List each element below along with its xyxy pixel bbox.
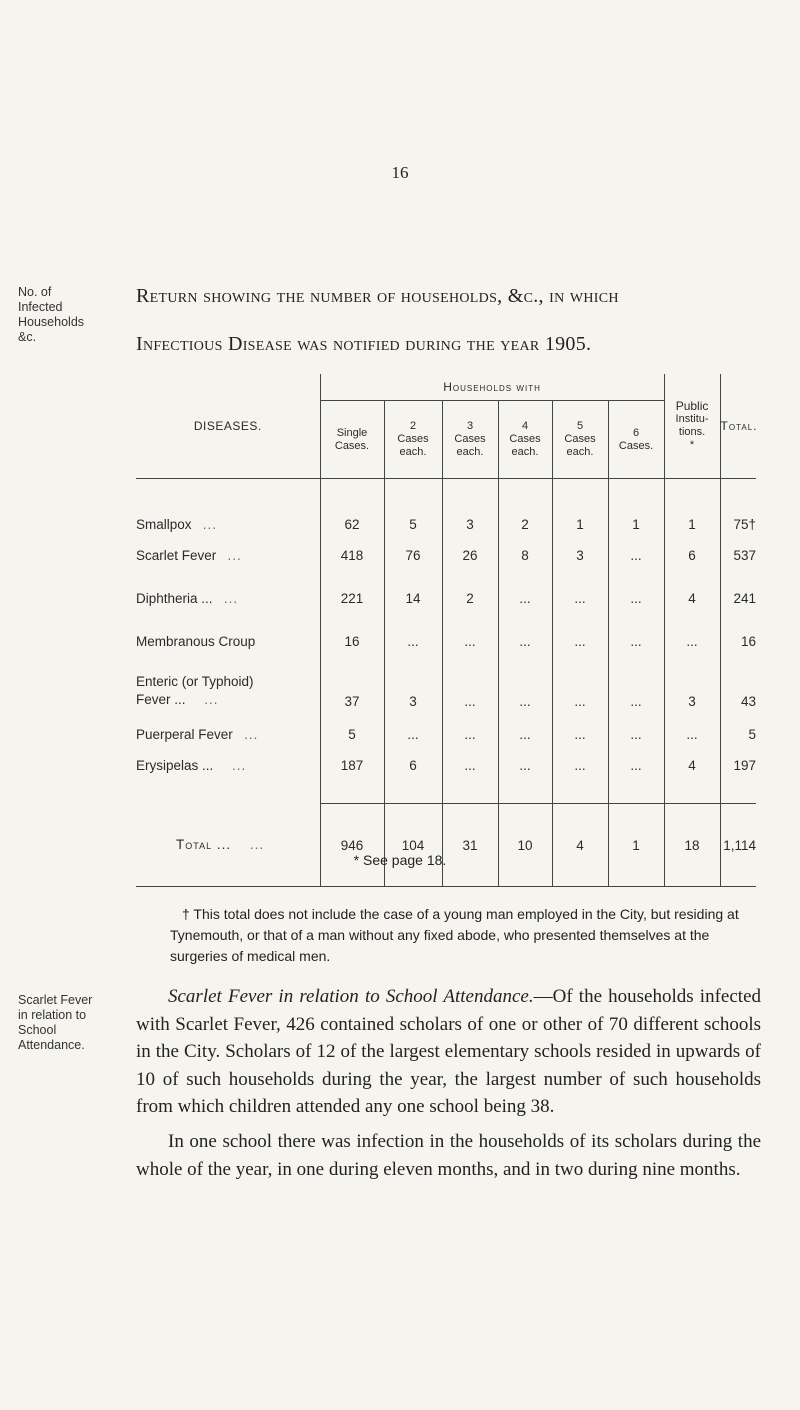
leader-dots: ... bbox=[202, 517, 218, 532]
paragraph-scarlet-fever bbox=[136, 983, 761, 1121]
table-row bbox=[136, 577, 756, 620]
margin-note-line: Attendance. bbox=[18, 1038, 85, 1052]
header-line: Cases. bbox=[618, 439, 654, 452]
header-total: Total. bbox=[720, 374, 756, 479]
table-cell: 1 bbox=[608, 804, 664, 887]
paragraph-infection-duration: In one school there was infection in the households of its scholars during the whole of the year, in one during eleven months, and in two during nine months. bbox=[136, 1131, 761, 1180]
disease-name: Erysipelas ... bbox=[136, 758, 214, 773]
row-total-label bbox=[136, 804, 320, 887]
table-cell: ... bbox=[552, 620, 608, 663]
header-col-single bbox=[320, 401, 384, 479]
row-disease bbox=[136, 663, 320, 713]
leader-dots: ... bbox=[223, 591, 239, 606]
margin-note-line: School bbox=[18, 1023, 57, 1037]
row-disease bbox=[136, 479, 320, 535]
margin-note-infected-households bbox=[18, 285, 84, 345]
row-disease bbox=[136, 756, 320, 804]
table-cell: ... bbox=[442, 663, 498, 713]
table-row bbox=[136, 756, 756, 804]
margin-note-line: in relation to bbox=[18, 1008, 87, 1022]
margin-note-scarlet-fever bbox=[18, 993, 92, 1053]
table-cell-total: 75† bbox=[720, 479, 756, 535]
table-row bbox=[136, 479, 756, 535]
disease-name: Smallpox bbox=[136, 517, 192, 532]
disease-name: Membranous Croup bbox=[136, 634, 256, 649]
header-col-2-cases bbox=[384, 401, 442, 479]
table-cell: 221 bbox=[320, 577, 384, 620]
table-cell: 62 bbox=[320, 479, 384, 535]
header-line: Cases bbox=[397, 433, 429, 445]
header-line: Cases bbox=[564, 433, 596, 445]
title-line-1: Return showing the number of households, &c., in which bbox=[136, 285, 619, 307]
table-cell: 946 bbox=[320, 804, 384, 887]
table-cell: 76 bbox=[384, 534, 442, 577]
table-cell: ... bbox=[552, 663, 608, 713]
table-cell: ... bbox=[608, 663, 664, 713]
table-cell: 26 bbox=[442, 534, 498, 577]
table-cell: 31 bbox=[442, 804, 498, 887]
table-cell: 6 bbox=[664, 534, 720, 577]
table-cell: 4 bbox=[552, 804, 608, 887]
table-cell: ... bbox=[442, 756, 498, 804]
title-line-2: Infectious Disease was notified during the year 1905. bbox=[136, 333, 592, 355]
table-cell-total: 241 bbox=[720, 577, 756, 620]
header-line: tions. bbox=[678, 426, 706, 438]
disease-name-cont: Fever ... bbox=[136, 692, 186, 707]
header-line: 6 bbox=[632, 426, 640, 439]
row-disease bbox=[136, 713, 320, 756]
table-cell: 3 bbox=[664, 663, 720, 713]
table-cell: ... bbox=[442, 620, 498, 663]
header-col-4-cases bbox=[498, 401, 552, 479]
header-col-6-cases bbox=[608, 401, 664, 479]
table-cell: ... bbox=[498, 756, 552, 804]
row-disease bbox=[136, 534, 320, 577]
table-cell: ... bbox=[498, 663, 552, 713]
table-cell: 187 bbox=[320, 756, 384, 804]
table-cell-total: 197 bbox=[720, 756, 756, 804]
table-row-total bbox=[136, 804, 756, 887]
leader-dots: ... bbox=[227, 548, 242, 563]
footnote-dagger: † This total does not include the case of a young man employed in the City, but residing at Tynemouth, or that of a man without any fixed abode, who presented themselves at the surgeries of medical men. bbox=[170, 906, 739, 964]
table-cell: 1 bbox=[664, 479, 720, 535]
table-cell: 3 bbox=[552, 534, 608, 577]
table-cell: 104 bbox=[384, 804, 442, 887]
table-cell: 5 bbox=[320, 713, 384, 756]
table-cell-total: 43 bbox=[720, 663, 756, 713]
header-line: each. bbox=[566, 446, 594, 458]
table-cell: ... bbox=[608, 620, 664, 663]
table-cell: 4 bbox=[664, 577, 720, 620]
table-cell: 8 bbox=[498, 534, 552, 577]
header-line: Institu- bbox=[675, 413, 709, 425]
table-cell: ... bbox=[498, 577, 552, 620]
margin-note-line: Households bbox=[18, 315, 85, 329]
row-disease bbox=[136, 620, 320, 663]
table-cell: 10 bbox=[498, 804, 552, 887]
table-cell: ... bbox=[664, 713, 720, 756]
paragraph-heading: Scarlet Fever in relation to School Attendance. bbox=[168, 986, 534, 1007]
table-cell: ... bbox=[498, 713, 552, 756]
header-line: Cases bbox=[509, 433, 541, 445]
leader-dots: ... bbox=[244, 727, 259, 742]
table-cell: 418 bbox=[320, 534, 384, 577]
table-cell: ... bbox=[552, 577, 608, 620]
leader-dots: ... bbox=[249, 837, 265, 853]
table-cell-total: 1,114 bbox=[720, 804, 756, 887]
table-cell-total: 5 bbox=[720, 713, 756, 756]
table-cell: ... bbox=[664, 620, 720, 663]
header-line: each. bbox=[456, 446, 484, 458]
table-cell: ... bbox=[498, 620, 552, 663]
table-cell: ... bbox=[608, 577, 664, 620]
header-line: Cases. bbox=[334, 439, 370, 452]
header-line: Single bbox=[336, 426, 368, 439]
table-cell: 5 bbox=[384, 479, 442, 535]
margin-note-line: Scarlet Fever bbox=[18, 993, 93, 1007]
leader-dots: ... bbox=[232, 758, 247, 773]
total-label: Total ... bbox=[176, 837, 232, 853]
table-cell: ... bbox=[384, 713, 442, 756]
margin-note-line: No. of bbox=[18, 285, 52, 299]
table-cell: 14 bbox=[384, 577, 442, 620]
table-cell: 16 bbox=[320, 620, 384, 663]
margin-note-line: Infected bbox=[18, 300, 63, 314]
footnote-see-page: * See page 18. bbox=[353, 852, 447, 868]
header-public-institutions bbox=[664, 374, 720, 479]
row-disease bbox=[136, 577, 320, 620]
table-cell: 1 bbox=[608, 479, 664, 535]
households-table bbox=[136, 374, 756, 887]
header-line: Cases bbox=[454, 433, 486, 445]
table-cell: 1 bbox=[552, 479, 608, 535]
header-line: 4 bbox=[521, 420, 529, 432]
header-line: 3 bbox=[466, 420, 474, 432]
table-cell-total: 537 bbox=[720, 534, 756, 577]
table-cell: 3 bbox=[384, 663, 442, 713]
disease-name: Scarlet Fever bbox=[136, 548, 217, 563]
table-cell: 3 bbox=[442, 479, 498, 535]
table-row bbox=[136, 663, 756, 713]
header-line: 2 bbox=[409, 420, 417, 432]
header-line: Public bbox=[675, 399, 709, 413]
table-cell-total: 16 bbox=[720, 620, 756, 663]
header-row-1 bbox=[136, 374, 756, 401]
header-col-3-cases bbox=[442, 401, 498, 479]
header-col-5-cases bbox=[552, 401, 608, 479]
header-diseases: DISEASES. bbox=[136, 374, 320, 479]
header-line: each. bbox=[511, 446, 539, 458]
table-row bbox=[136, 713, 756, 756]
header-line: * bbox=[689, 439, 695, 451]
table-cell: ... bbox=[552, 713, 608, 756]
table-cell: ... bbox=[552, 756, 608, 804]
page-number: 16 bbox=[391, 163, 409, 182]
table-cell: ... bbox=[442, 713, 498, 756]
table-cell: 37 bbox=[320, 663, 384, 713]
header-line: 5 bbox=[576, 420, 584, 432]
table-row bbox=[136, 620, 756, 663]
header-households-with: Households with bbox=[320, 374, 664, 401]
table-cell: 4 bbox=[664, 756, 720, 804]
table-row bbox=[136, 534, 756, 577]
disease-name: Puerperal Fever bbox=[136, 727, 233, 742]
table-cell: 6 bbox=[384, 756, 442, 804]
disease-name: Enteric (or Typhoid) bbox=[136, 674, 254, 689]
table-cell: 2 bbox=[498, 479, 552, 535]
table-cell: 2 bbox=[442, 577, 498, 620]
paragraph-body: —Of the households infected with Scarlet Fever, 426 contained scholars of one or other of 70 different schools in the City. Scholars of 12 of the largest elementary schools resided in upwards of 10 of such households during the year, the largest number of such households from which children attended any one school being 38. bbox=[136, 986, 761, 1117]
table-cell: ... bbox=[608, 756, 664, 804]
disease-name: Diphtheria ... bbox=[136, 591, 213, 606]
table-cell: ... bbox=[608, 713, 664, 756]
header-line: each. bbox=[399, 446, 427, 458]
table-cell: 18 bbox=[664, 804, 720, 887]
margin-note-line: &c. bbox=[18, 330, 37, 344]
leader-dots: ... bbox=[204, 692, 219, 707]
table-cell: ... bbox=[608, 534, 664, 577]
table-cell: ... bbox=[384, 620, 442, 663]
